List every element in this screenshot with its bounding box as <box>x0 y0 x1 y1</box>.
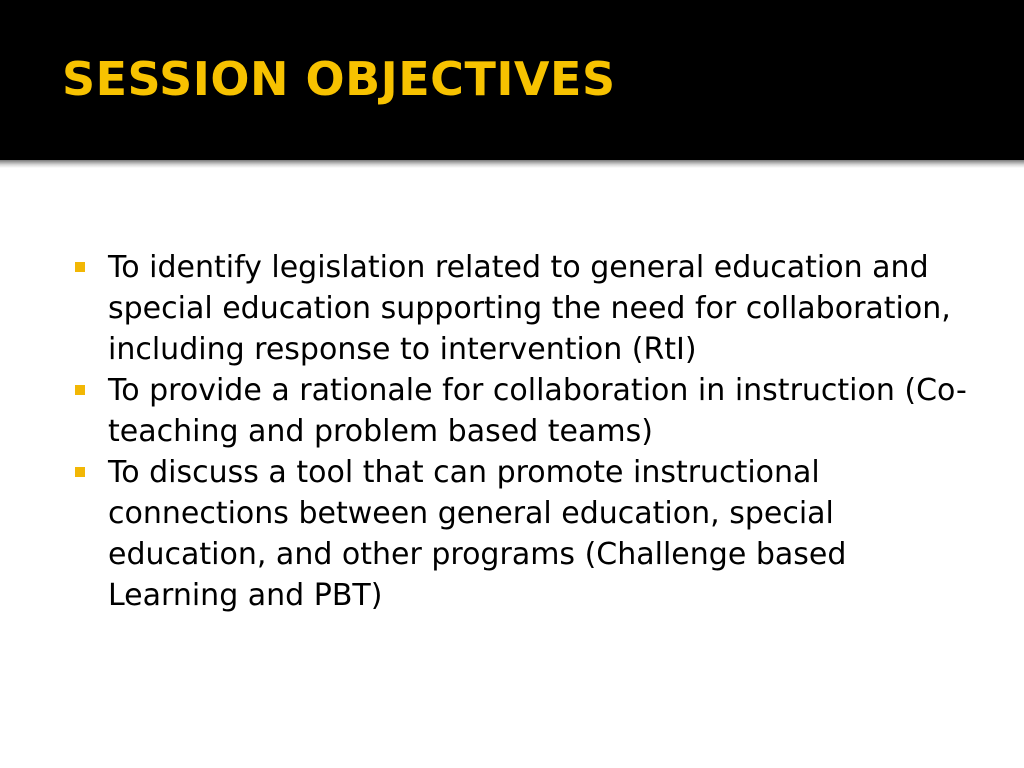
objective-item <box>72 452 972 616</box>
title-bar <box>0 0 1024 160</box>
objective-item <box>72 247 972 370</box>
square-bullet-icon <box>75 467 85 477</box>
objective-text: To identify legislation related to general education and special education supporting the need for collaboration, including response to intervention (RtI) <box>108 250 951 367</box>
title-divider <box>0 160 1024 168</box>
square-bullet-icon <box>75 262 85 272</box>
objective-text: To discuss a tool that can promote instructional connections between general education, special education, and other programs (Challenge based Learning and PBT) <box>108 455 847 613</box>
objective-item <box>72 370 972 452</box>
slide-title: SESSION OBJECTIVES <box>62 52 616 106</box>
objectives-list <box>72 247 972 616</box>
objective-text: To provide a rationale for collaboration in instruction (Co-teaching and problem based teams) <box>108 373 967 449</box>
square-bullet-icon <box>75 385 85 395</box>
